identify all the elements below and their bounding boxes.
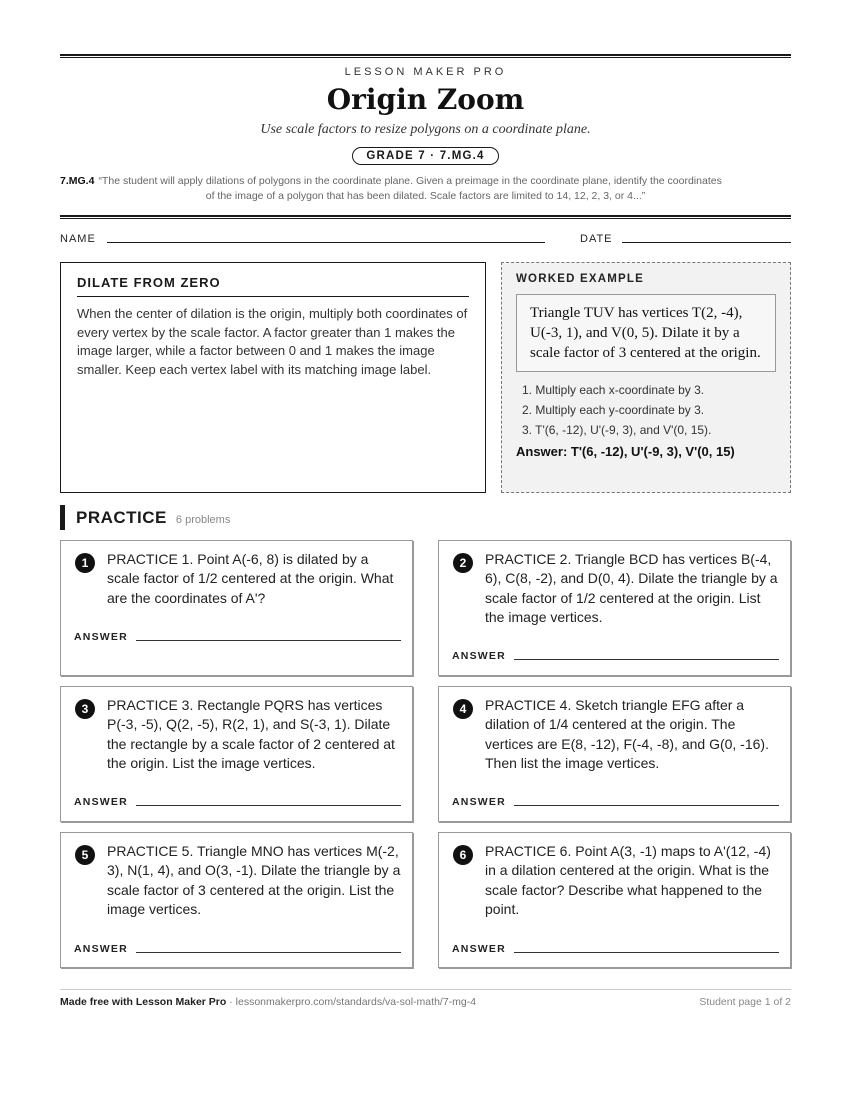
problem-prompt: PRACTICE 4. Sketch triangle EFG after a dilation of 1/4 centered at the origin. The vertices are E(8, -12), F(-4, -8), and G(0, -16). Then list the image vertices. <box>485 697 769 771</box>
footer-url[interactable]: lessonmakerpro.com/standards/va-sol-math/7-mg-4 <box>235 996 477 1008</box>
practice-card-4 <box>438 686 791 822</box>
page-title: Origin Zoom <box>326 83 525 116</box>
answer-field[interactable] <box>136 805 401 806</box>
practice-card-1 <box>60 540 413 676</box>
worked-step: 1. Multiply each x-coordinate by 3. <box>522 383 705 397</box>
answer-field[interactable] <box>136 640 401 641</box>
footer-separator: · <box>226 996 236 1008</box>
answer-label: ANSWER <box>452 796 506 808</box>
practice-title: PRACTICE <box>76 507 167 527</box>
answer-field[interactable] <box>514 952 779 953</box>
problem-number-badge: 5 <box>75 845 95 865</box>
date-field[interactable] <box>622 242 791 243</box>
footer-made-with: Made free with Lesson Maker Pro <box>60 996 227 1008</box>
footer-page-label: Student page 1 of 2 <box>699 996 791 1008</box>
practice-card-3 <box>60 686 413 822</box>
problem-prompt: PRACTICE 6. Point A(3, -1) maps to A'(12, -4) in a dilation centered at the origin. What is the scale factor? Describe what happened to the point. <box>485 843 771 917</box>
answer-field[interactable] <box>136 952 401 953</box>
worked-step: 2. Multiply each y-coordinate by 3. <box>522 403 705 417</box>
date-label: DATE <box>580 233 613 245</box>
dilate-body: When the center of dilation is the origin, multiply both coordinates of every vertex by the scale factor. A factor greater than 1 makes the image larger, while a factor between 0 and 1 makes the image smaller. Keep each vertex label with its matching image label. <box>77 306 468 377</box>
answer-field[interactable] <box>514 659 779 660</box>
worked-example-box <box>501 262 791 493</box>
worked-example-heading: WORKED EXAMPLE <box>516 273 644 285</box>
page-subtitle: Use scale factors to resize polygons on a coordinate plane. <box>260 122 591 137</box>
dilate-heading: DILATE FROM ZERO <box>77 275 469 297</box>
top-double-rule <box>60 54 791 58</box>
answer-label: ANSWER <box>74 943 128 955</box>
dilate-from-zero-box <box>60 262 486 493</box>
brand-name: LESSON MAKER PRO <box>344 66 507 78</box>
practice-card-5 <box>60 832 413 968</box>
problem-prompt: PRACTICE 3. Rectangle PQRS has vertices P(-3, -5), Q(2, -5), R(2, 1), and S(-3, 1). Dilate the rectangle by a scale factor of 2 centered at the origin. List the image vertices. <box>107 697 395 771</box>
problem-prompt: PRACTICE 1. Point A(-6, 8) is dilated by a scale factor of 1/2 centered at the origin. What are the coordinates of A'? <box>107 551 394 606</box>
worked-example-answer: Answer: T'(6, -12), U'(-9, 3), V'(0, 15) <box>516 444 735 459</box>
practice-header <box>60 505 230 530</box>
standard-line-1 <box>60 174 791 189</box>
practice-card-2 <box>438 540 791 676</box>
answer-label: ANSWER <box>452 943 506 955</box>
problem-number-badge: 3 <box>75 699 95 719</box>
standard-description <box>60 174 791 204</box>
practice-count: 6 problems <box>175 513 231 526</box>
grade-badge-row <box>60 146 791 165</box>
worked-step: 3. T'(6, -12), U'(-9, 3), and V'(0, 15). <box>522 423 712 437</box>
answer-label: ANSWER <box>452 650 506 662</box>
worked-example-problem: Triangle TUV has vertices T(2, -4), U(-3, 1), and V(0, 5). Dilate it by a scale factor of 3 centered at the origin. <box>516 294 776 372</box>
problem-number-badge: 6 <box>453 845 473 865</box>
grade-badge: GRADE 7 · 7.MG.4 <box>352 147 498 165</box>
footer-rule <box>60 989 791 990</box>
problem-number-badge: 2 <box>453 553 473 573</box>
worksheet-page <box>60 0 791 1100</box>
problem-prompt: PRACTICE 2. Triangle BCD has vertices B(-4, 6), C(8, -2), and D(0, 4). Dilate the triangle by a scale factor of 1/2 centered at the origin. List the image vertices. <box>485 551 778 625</box>
name-field[interactable] <box>107 242 545 243</box>
answer-label: ANSWER <box>74 631 128 643</box>
problem-prompt: PRACTICE 5. Triangle MNO has vertices M(-2, 3), N(1, 4), and O(3, -1). Dilate the triangle by a scale factor of 3 centered at the origin. List the image vertices. <box>107 843 401 917</box>
practice-accent-bar <box>60 505 65 530</box>
answer-label: ANSWER <box>74 796 128 808</box>
mid-double-rule <box>60 215 791 219</box>
standard-code: 7.MG.4 <box>60 175 95 187</box>
standard-text-2: of the image of a polygon that has been dilated. Scale factors are limited to 14, 12, 2, 3, or 4...” <box>205 190 646 202</box>
problem-number-badge: 4 <box>453 699 473 719</box>
practice-card-6 <box>438 832 791 968</box>
problem-number-badge: 1 <box>75 553 95 573</box>
standard-text-1: “The student will apply dilations of polygons in the coordinate plane. Given a preimage in the coordinate plane, identify the coordinates <box>98 175 722 187</box>
name-label: NAME <box>60 233 96 245</box>
answer-field[interactable] <box>514 805 779 806</box>
worked-example-steps <box>516 380 776 440</box>
footer-credit <box>60 996 476 1008</box>
